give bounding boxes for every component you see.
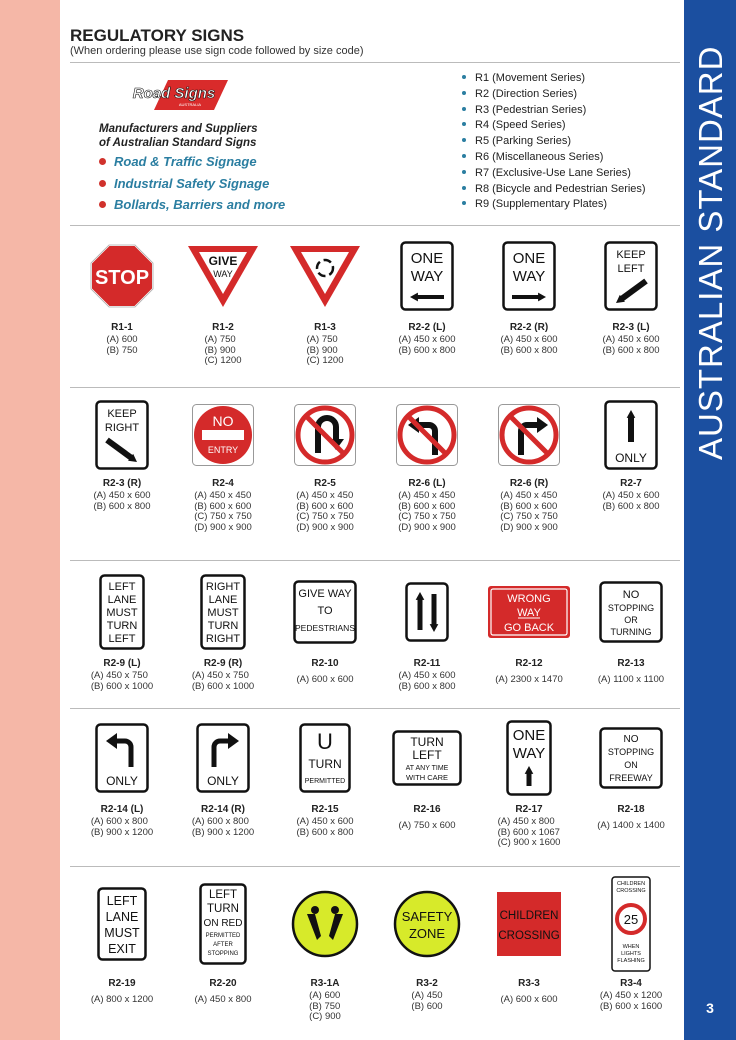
series-item: R3 (Pedestrian Series) (462, 104, 646, 120)
size-option: (A) 450 x 450 (500, 490, 558, 501)
sign-image (72, 718, 172, 798)
svg-text:MUST: MUST (104, 926, 140, 940)
svg-text:Road Signs: Road Signs (132, 85, 216, 102)
svg-text:PERMITTED: PERMITTED (304, 778, 346, 785)
svg-text:WITH CARE: WITH CARE (405, 773, 449, 782)
svg-text:ON: ON (624, 760, 638, 770)
svg-text:ONLY: ONLY (207, 774, 239, 788)
size-option: (C) 1200 (306, 355, 344, 366)
size-option: (B) 600 x 600 (500, 500, 558, 512)
svg-text:ONE: ONE (512, 727, 546, 744)
size-list (411, 991, 442, 1012)
sign-card (173, 572, 273, 694)
sign-image (275, 572, 375, 652)
size-option: (A) 450 x 600 (602, 490, 660, 501)
size-list (398, 821, 455, 832)
svg-text:PERMITTED: PERMITTED (205, 933, 241, 939)
svg-text:WAY: WAY (410, 268, 444, 285)
size-option: (A) 450 x 750 (191, 670, 249, 681)
svg-text:RIGHT: RIGHT (104, 422, 140, 434)
sign-card (72, 236, 172, 358)
svg-text:25: 25 (623, 912, 639, 927)
sign-card (581, 572, 681, 687)
svg-text:FREEWAY: FREEWAY (609, 773, 653, 783)
svg-text:AFTER: AFTER (213, 942, 233, 948)
svg-text:TURN: TURN (207, 620, 239, 632)
size-option: (B) 900 x 1200 (191, 826, 255, 838)
svg-text:LEFT: LEFT (108, 581, 136, 593)
sign-image (275, 876, 375, 972)
size-list (398, 335, 455, 356)
size-list (597, 821, 665, 832)
sign-image (377, 718, 477, 798)
svg-text:CROSSING: CROSSING (616, 888, 646, 894)
size-option: (B) 600 x 1600 (599, 1000, 663, 1012)
size-option: (B) 600 (411, 1000, 443, 1012)
sign-image (377, 236, 477, 316)
svg-text:CHILDREN: CHILDREN (499, 910, 559, 922)
svg-text:LEFT: LEFT (208, 889, 238, 901)
company-logo (118, 78, 268, 112)
size-option: (D) 900 x 900 (500, 521, 558, 533)
sign-code: R2-14 (R) (201, 804, 245, 815)
sign-image (275, 236, 375, 316)
size-option: (A) 750 (204, 334, 236, 345)
sign-code: R2-6 (L) (408, 478, 446, 489)
size-option: (B) 600 x 1067 (497, 826, 560, 838)
svg-text:GIVE WAY: GIVE WAY (298, 588, 352, 600)
svg-text:OR: OR (624, 615, 638, 625)
sign-image (72, 572, 172, 652)
size-option: (D) 900 x 900 (296, 521, 354, 533)
size-option: (A) 600 x 600 (500, 994, 558, 1005)
page-subtitle: (When ordering please use sign code followed by size code) (70, 45, 364, 57)
left-watermark-band (0, 0, 60, 1040)
svg-text:WRONG: WRONG (507, 593, 551, 605)
series-item: R1 (Movement Series) (462, 72, 646, 88)
size-list (495, 675, 563, 686)
sign-code: R2-17 (515, 804, 543, 815)
sign-image (377, 876, 477, 972)
sign-card (377, 236, 477, 358)
sign-image (72, 236, 172, 316)
sign-card (173, 398, 273, 535)
sign-code: R2-6 (R) (509, 478, 549, 489)
svg-text:ON RED: ON RED (203, 918, 243, 929)
size-option: (A) 450 x 450 (194, 490, 252, 501)
size-list (192, 671, 254, 692)
page-title: REGULATORY SIGNS (70, 26, 245, 45)
size-option: (A) 450 x 800 (194, 994, 252, 1005)
size-list (205, 335, 242, 367)
size-list (500, 491, 558, 533)
size-option: (A) 450 x 600 (93, 490, 151, 501)
sign-card (377, 718, 477, 833)
svg-text:ONE: ONE (410, 250, 444, 267)
size-option: (B) 600 x 800 (398, 344, 456, 356)
svg-text:TURN: TURN (207, 903, 239, 915)
size-option: (A) 750 x 600 (398, 820, 456, 831)
size-option: (A) 450 x 600 (500, 334, 558, 345)
size-option: (D) 900 x 900 (398, 521, 456, 533)
sign-code: R2-9 (R) (203, 658, 243, 669)
section-divider (70, 560, 680, 561)
size-option: (C) 750 x 750 (194, 511, 252, 522)
series-item: R7 (Exclusive-Use Lane Series) (462, 167, 646, 183)
svg-text:RIGHT: RIGHT (205, 633, 241, 645)
sign-image (479, 876, 579, 972)
sign-code: R2-4 (212, 478, 234, 489)
sign-image (377, 572, 477, 652)
size-option: (A) 450 x 600 (296, 816, 354, 827)
size-list (602, 491, 659, 512)
size-option: (C) 1200 (204, 355, 242, 366)
sign-card (581, 718, 681, 833)
size-option: (B) 600 x 1000 (90, 680, 154, 692)
size-list (194, 995, 251, 1006)
size-option: (B) 600 x 800 (398, 680, 456, 692)
svg-text:STOPPING: STOPPING (607, 603, 655, 613)
svg-text:TURN: TURN (106, 620, 138, 632)
sign-card (581, 876, 681, 1014)
svg-text:LEFT: LEFT (412, 748, 442, 762)
size-list (91, 995, 153, 1006)
section-divider (70, 387, 680, 388)
svg-text:TURN: TURN (410, 735, 444, 749)
sign-card (275, 236, 375, 368)
svg-text:MUST: MUST (207, 607, 239, 619)
section-divider (70, 708, 680, 709)
size-list (600, 991, 662, 1012)
size-list (296, 817, 353, 838)
svg-text:ONLY: ONLY (615, 451, 647, 465)
sign-card (479, 572, 579, 687)
size-option: (B) 600 x 600 (296, 500, 354, 512)
company-tagline: Manufacturers and Suppliers of Australian Standard Signs (99, 123, 258, 149)
sign-code: R2-11 (413, 658, 441, 669)
sign-card (581, 398, 681, 514)
section-divider (70, 225, 680, 226)
size-option: (A) 450 x 450 (296, 490, 354, 501)
sign-card (275, 718, 375, 840)
sign-image (173, 572, 273, 652)
size-option: (A) 450 x 600 (398, 334, 456, 345)
size-list (296, 491, 354, 533)
sign-image (173, 718, 273, 798)
sign-image (581, 398, 681, 472)
svg-text:STOPPING: STOPPING (207, 951, 239, 957)
size-option: (A) 450 x 750 (90, 670, 148, 681)
sign-image (479, 572, 579, 652)
svg-text:AUSTRALIA: AUSTRALIA (178, 102, 202, 107)
size-list (307, 335, 344, 367)
size-list (498, 817, 561, 849)
series-item: R6 (Miscellaneous Series) (462, 151, 646, 167)
sign-image (275, 718, 375, 798)
sign-card (377, 572, 477, 694)
side-title: AUSTRALIAN STANDARD (692, 45, 729, 460)
svg-text:NO: NO (212, 413, 234, 429)
svg-text:TURN: TURN (308, 757, 342, 771)
svg-text:KEEP: KEEP (616, 249, 646, 261)
size-option: (A) 450 x 800 (497, 816, 555, 827)
size-list (91, 817, 153, 838)
sign-card (479, 876, 579, 1007)
size-option: (B) 750 (309, 1000, 341, 1012)
sign-image (581, 236, 681, 316)
size-option: (B) 600 x 600 (194, 500, 252, 512)
sign-code: R3-1A (310, 978, 340, 989)
size-list (598, 675, 664, 686)
sign-card (581, 236, 681, 358)
size-option: (A) 450 x 600 (602, 334, 660, 345)
size-option: (B) 900 x 1200 (90, 826, 154, 838)
svg-text:CHILDREN: CHILDREN (616, 881, 646, 887)
sign-image (173, 876, 273, 972)
sign-card (173, 876, 273, 1007)
sign-card (173, 718, 273, 840)
sign-code: R2-2 (R) (509, 322, 549, 333)
svg-text:MUST: MUST (106, 607, 138, 619)
sign-code: R1-3 (314, 322, 336, 333)
series-item: R2 (Direction Series) (462, 88, 646, 104)
series-item: R4 (Speed Series) (462, 119, 646, 135)
svg-text:RIGHT: RIGHT (205, 581, 241, 593)
svg-text:NO: NO (623, 734, 639, 745)
size-option: (A) 800 x 1200 (90, 994, 154, 1005)
svg-text:ZONE: ZONE (408, 926, 446, 941)
sign-card (275, 876, 375, 1024)
sign-card (72, 572, 172, 694)
sign-card (72, 718, 172, 840)
sign-code: R2-13 (617, 658, 645, 669)
size-option: (A) 600 x 800 (90, 816, 148, 827)
size-list (500, 995, 557, 1006)
sign-card (275, 398, 375, 535)
size-option: (B) 600 x 800 (500, 344, 558, 356)
sign-code: R2-3 (R) (102, 478, 142, 489)
size-option: (A) 600 x 800 (191, 816, 249, 827)
size-option: (C) 900 (309, 1011, 341, 1022)
size-list (194, 491, 252, 533)
svg-text:LEFT: LEFT (106, 894, 138, 908)
size-option: (A) 750 (306, 334, 338, 345)
svg-text:GIVE: GIVE (208, 254, 238, 268)
sign-code: R2-19 (108, 978, 136, 989)
size-option: (B) 600 x 1000 (191, 680, 255, 692)
sign-image (173, 398, 273, 472)
size-list (309, 991, 341, 1023)
size-list (602, 335, 659, 356)
size-option: (A) 1400 x 1400 (597, 820, 665, 831)
sign-card (479, 398, 579, 535)
size-option: (A) 1100 x 1100 (597, 674, 665, 685)
svg-text:LEFT: LEFT (108, 633, 136, 645)
svg-text:LANE: LANE (105, 910, 139, 924)
svg-text:WAY: WAY (512, 745, 546, 762)
sign-image (479, 398, 579, 472)
svg-text:WAY: WAY (213, 269, 233, 279)
size-option: (A) 600 x 600 (296, 674, 354, 685)
size-list (192, 817, 254, 838)
feature-item: Road & Traffic Signage (99, 154, 285, 176)
sign-image (72, 876, 172, 972)
svg-text:ONLY: ONLY (106, 774, 138, 788)
sign-card (377, 398, 477, 535)
size-list (398, 671, 455, 692)
svg-text:ENTRY: ENTRY (207, 445, 239, 455)
size-option: (B) 600 x 600 (398, 500, 456, 512)
sign-card (479, 718, 579, 850)
sign-code: R2-7 (620, 478, 642, 489)
sign-code: R3-4 (620, 978, 642, 989)
sign-image (479, 236, 579, 316)
sign-code: R2-16 (413, 804, 441, 815)
sign-card (479, 236, 579, 358)
svg-text:LANE: LANE (107, 594, 137, 606)
svg-text:LIGHTS: LIGHTS (621, 951, 641, 957)
svg-text:SAFETY: SAFETY (401, 909, 453, 924)
sign-image (377, 398, 477, 472)
svg-text:WAY: WAY (512, 268, 546, 285)
sign-code: R3-2 (416, 978, 438, 989)
size-option: (D) 900 x 900 (194, 521, 252, 533)
sign-code: R2-15 (311, 804, 339, 815)
size-option: (C) 750 x 750 (296, 511, 354, 522)
svg-text:TO: TO (317, 605, 333, 617)
size-option: (B) 900 (306, 344, 338, 356)
size-option: (A) 2300 x 1470 (495, 674, 563, 685)
sign-code: R2-14 (L) (100, 804, 144, 815)
sign-image (173, 236, 273, 316)
series-item: R5 (Parking Series) (462, 135, 646, 151)
series-list (462, 72, 646, 214)
sign-code: R2-9 (L) (103, 658, 141, 669)
svg-text:GO BACK: GO BACK (503, 622, 555, 634)
sign-image (581, 876, 681, 972)
sign-code: R1-2 (212, 322, 234, 333)
svg-text:TURNING: TURNING (610, 627, 652, 637)
sign-code: R2-3 (L) (612, 322, 650, 333)
size-option: (A) 450 x 450 (398, 490, 456, 501)
sign-card (72, 876, 172, 1007)
size-option: (C) 900 x 1600 (497, 837, 561, 848)
sign-code: R2-10 (311, 658, 339, 669)
svg-text:WHEN: WHEN (622, 944, 640, 950)
sign-card (173, 236, 273, 368)
header-divider (70, 62, 680, 63)
series-item: R9 (Supplementary Plates) (462, 198, 646, 214)
sign-image (275, 398, 375, 472)
sign-image (72, 398, 172, 472)
size-option: (B) 600 x 800 (602, 344, 660, 356)
svg-text:ONE: ONE (512, 250, 546, 267)
size-option: (C) 750 x 750 (398, 511, 456, 522)
size-option: (B) 750 (106, 344, 138, 356)
size-option: (A) 450 (411, 990, 443, 1001)
sign-image (479, 718, 579, 798)
sign-image (581, 572, 681, 652)
size-option: (B) 900 (204, 344, 236, 356)
size-option: (B) 600 x 800 (602, 500, 660, 512)
size-list (500, 335, 557, 356)
sign-code: R3-3 (518, 978, 540, 989)
sign-code: R2-2 (L) (408, 322, 446, 333)
sign-code: R2-20 (209, 978, 237, 989)
size-option: (A) 600 (106, 334, 138, 345)
svg-text:LEFT: LEFT (617, 263, 645, 275)
size-option: (A) 600 (309, 990, 341, 1001)
size-option: (A) 450 x 600 (398, 670, 456, 681)
svg-text:STOP: STOP (94, 267, 150, 289)
size-option: (C) 750 x 750 (500, 511, 558, 522)
svg-text:AT ANY TIME: AT ANY TIME (405, 765, 449, 772)
sign-card (377, 876, 477, 1014)
series-item: R8 (Bicycle and Pedestrian Series) (462, 183, 646, 199)
svg-text:STOPPING: STOPPING (607, 747, 655, 757)
sign-code: R2-5 (314, 478, 336, 489)
size-list (296, 675, 353, 686)
right-side-band (684, 0, 736, 1040)
svg-text:WAY: WAY (517, 607, 541, 619)
feature-list (99, 154, 285, 219)
svg-text:KEEP: KEEP (107, 408, 137, 420)
feature-item: Bollards, Barriers and more (99, 197, 285, 219)
sign-code: R2-18 (617, 804, 645, 815)
size-list (91, 671, 153, 692)
svg-text:FLASHING: FLASHING (617, 958, 645, 964)
sign-code: R2-12 (515, 658, 543, 669)
size-list (93, 491, 150, 512)
feature-item: Industrial Safety Signage (99, 176, 285, 198)
svg-text:PEDESTRIANS: PEDESTRIANS (295, 623, 355, 633)
size-option: (A) 450 x 1200 (599, 990, 663, 1001)
size-list (106, 335, 137, 356)
sign-image (581, 718, 681, 798)
svg-text:NO: NO (622, 589, 640, 601)
svg-text:U: U (317, 729, 333, 754)
section-divider (70, 866, 680, 867)
svg-text:LANE: LANE (208, 594, 238, 606)
size-list (398, 491, 456, 533)
svg-text:EXIT: EXIT (108, 942, 136, 956)
size-option: (B) 600 x 800 (296, 826, 354, 838)
sign-card (275, 572, 375, 687)
svg-text:CROSSING: CROSSING (498, 930, 560, 942)
size-option: (B) 600 x 800 (93, 500, 151, 512)
page-number: 3 (706, 1000, 714, 1016)
sign-card (72, 398, 172, 514)
sign-code: R1-1 (111, 322, 133, 333)
